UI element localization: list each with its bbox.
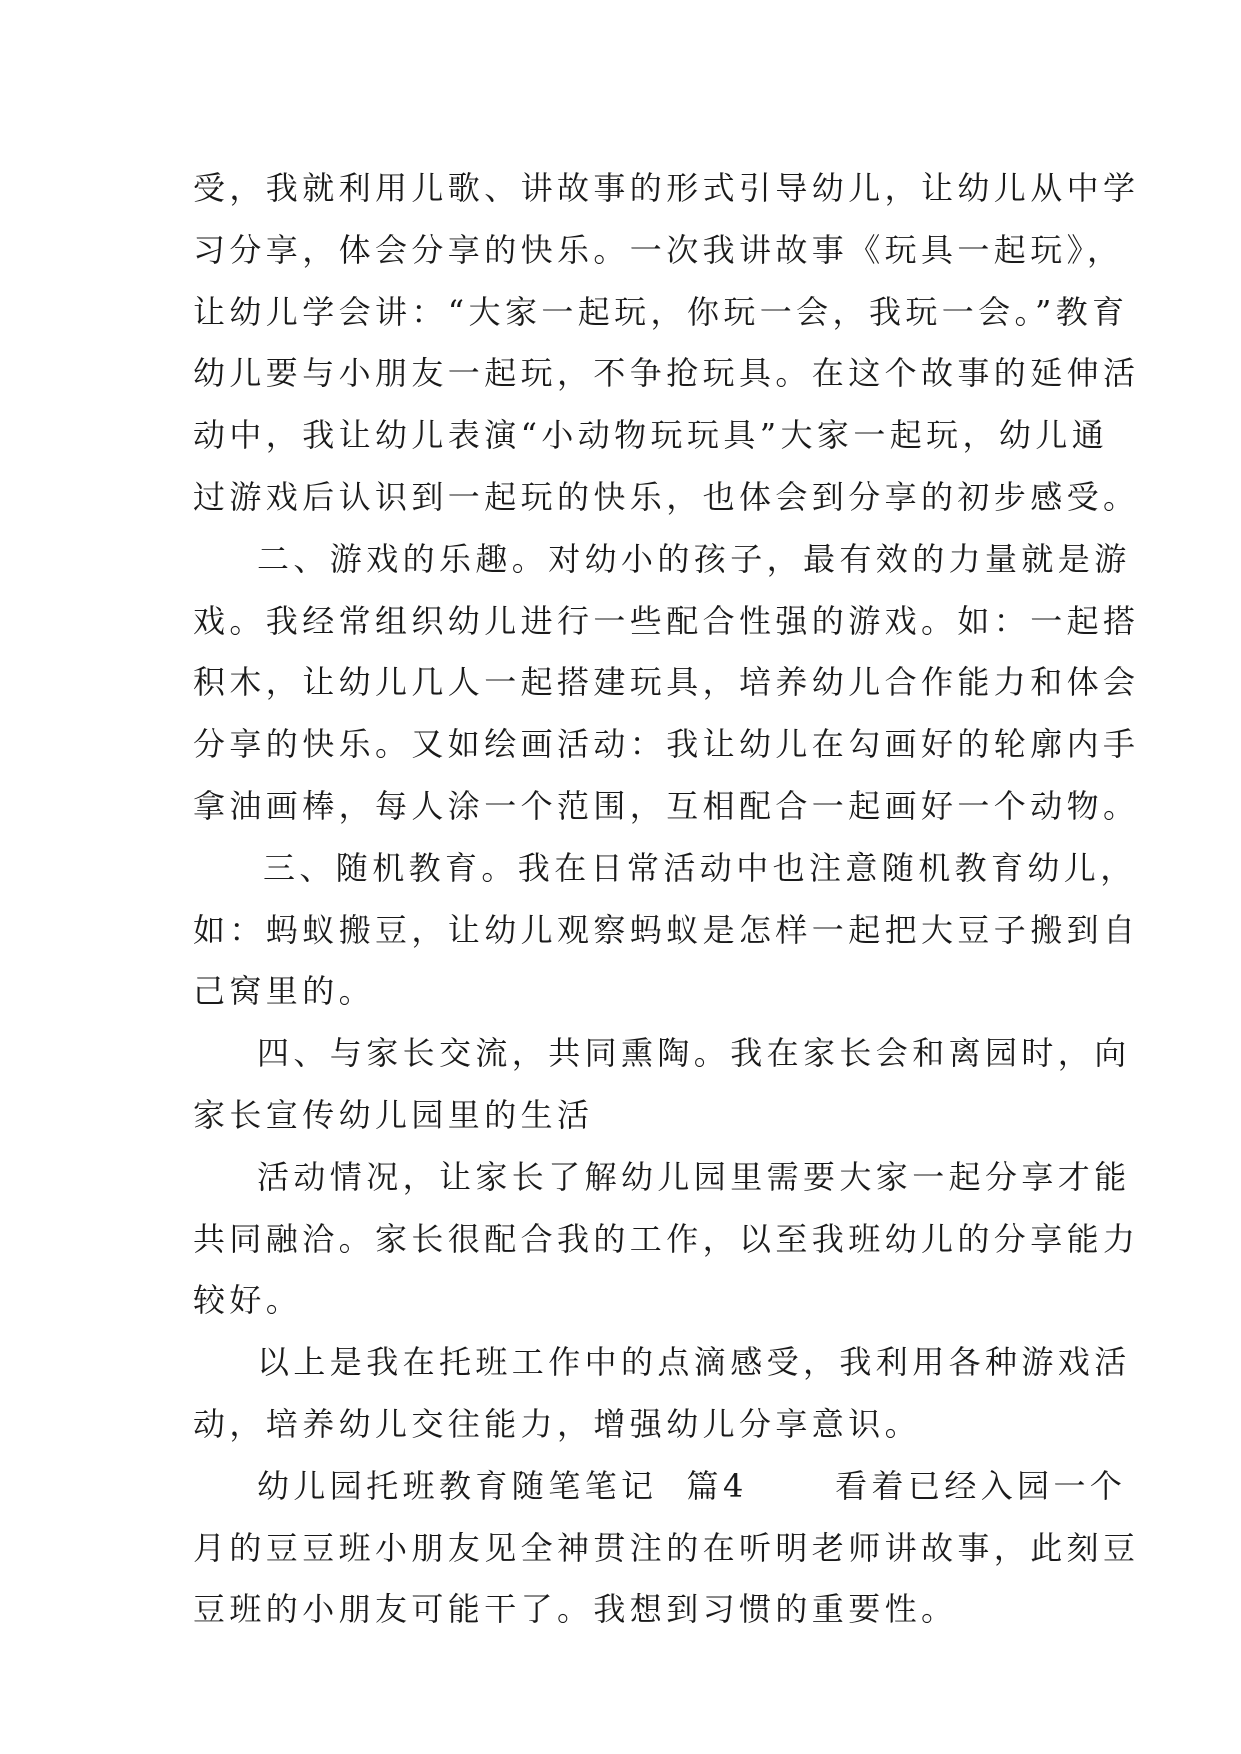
text-line-22: 幼儿园托班教育随笔笔记 篇4 看着已经入园一个 xyxy=(257,1466,1127,1505)
text-line-16: 家长宣传幼儿园里的生活 xyxy=(193,1095,594,1134)
text-line-12: 三、随机教育。我在日常活动中也注意随机教育幼儿， xyxy=(263,848,1137,887)
text-line-24: 豆班的小朋友可能干了。我想到习惯的重要性。 xyxy=(193,1590,958,1629)
text-line-5: 动中，我让幼儿表演“小动物玩玩具”大家一起玩，幼儿通 xyxy=(193,416,1109,455)
text-line-19: 较好。 xyxy=(193,1281,303,1320)
text-line-3: 让幼儿学会讲：“大家一起玩，你玩一会，我玩一会。”教育 xyxy=(193,292,1129,331)
text-line-21: 动，培养幼儿交往能力，增强幼儿分享意识。 xyxy=(193,1404,922,1443)
text-line-1: 受，我就利用儿歌、讲故事的形式引导幼儿，让幼儿从中学 xyxy=(193,169,1140,207)
text-line-14: 己窝里的。 xyxy=(193,972,376,1011)
text-line-9: 积木，让幼儿几人一起搭建玩具，培养幼儿合作能力和体会 xyxy=(193,663,1140,702)
text-line-4: 幼儿要与小朋友一起玩，不争抢玩具。在这个故事的延伸活 xyxy=(193,354,1140,393)
text-line-8: 戏。我经常组织幼儿进行一些配合性强的游戏。如：一起搭 xyxy=(193,601,1140,640)
text-line-17: 活动情况，让家长了解幼儿园里需要大家一起分享才能 xyxy=(257,1157,1131,1196)
document-body xyxy=(193,158,1140,1641)
text-line-13: 如：蚂蚁搬豆，让幼儿观察蚂蚁是怎样一起把大豆子搬到自 xyxy=(193,910,1140,949)
text-line-18: 共同融洽。家长很配合我的工作，以至我班幼儿的分享能力 xyxy=(193,1219,1140,1258)
text-line-2: 习分享，体会分享的快乐。一次我讲故事《玩具一起玩》， xyxy=(193,230,1124,269)
text-line-20: 以上是我在托班工作中的点滴感受，我利用各种游戏活 xyxy=(257,1343,1131,1382)
text-line-11: 拿油画棒，每人涂一个范围，互相配合一起画好一个动物。 xyxy=(193,786,1140,825)
text-line-6: 过游戏后认识到一起玩的快乐，也体会到分享的初步感受。 xyxy=(193,477,1140,516)
text-line-15: 四、与家长交流，共同熏陶。我在家长会和离园时，向 xyxy=(257,1034,1131,1073)
text-line-10: 分享的快乐。又如绘画活动：我让幼儿在勾画好的轮廓内手 xyxy=(193,725,1140,764)
text-line-7: 二、游戏的乐趣。对幼小的孩子，最有效的力量就是游 xyxy=(257,539,1131,578)
text-line-23: 月的豆豆班小朋友见全神贯注的在听明老师讲故事，此刻豆 xyxy=(193,1528,1140,1567)
